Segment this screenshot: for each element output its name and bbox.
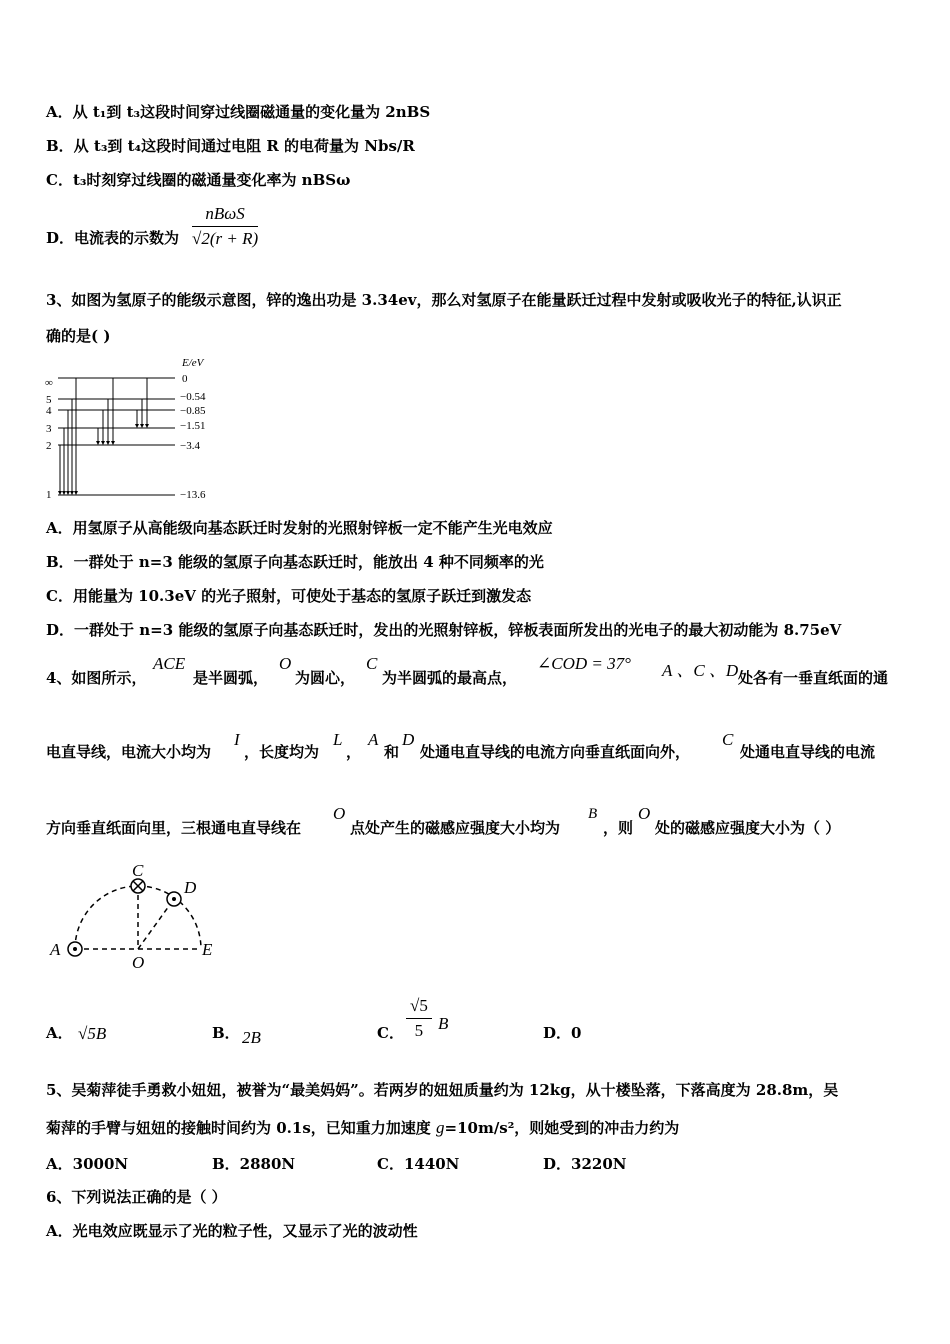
- q4-line1-a: 4、如图所示，: [46, 669, 147, 687]
- q4-line2-a: 电直导线，电流大小均为: [46, 743, 212, 761]
- q5-stem-line2-a: 菊萍的手臂与妞妞的接触时间约为 0.1s，已知重力加速度: [46, 1119, 436, 1137]
- q2-option-b: B．从 t₃到 t₄这段时间通过电阻 R 的电荷量为 Nbs/R: [46, 137, 415, 155]
- level-n-4: 4: [46, 405, 52, 417]
- fraction-denominator: 5: [414, 1021, 424, 1040]
- label-e: E: [202, 940, 213, 959]
- q4-line1-e: 处各有一垂直纸面的通: [738, 669, 889, 687]
- q4-line1-c: 为圆心，: [295, 669, 356, 687]
- q4-option-d: D．0: [543, 1024, 582, 1042]
- q4-math-d: D: [402, 730, 415, 749]
- q4-option-a-label: A．: [46, 1024, 73, 1042]
- level-energy-5: −0.54: [180, 391, 206, 403]
- q4-line2-d: 和: [384, 743, 400, 761]
- q2-option-d-fraction: [192, 204, 258, 249]
- label-c: C: [132, 861, 144, 880]
- fraction-numerator: nBωS: [192, 204, 258, 227]
- energy-axis-label: E/eV: [182, 357, 204, 369]
- q4-math-ace: ACE: [153, 654, 186, 673]
- fraction-denominator: √2(r + R): [192, 229, 259, 248]
- q4-option-c-value: [406, 996, 432, 1041]
- q5-symbol-g: g: [436, 1118, 445, 1137]
- q4-line1-d: 为半圆弧的最高点，: [382, 669, 518, 687]
- q6-stem: 6、下列说法正确的是（ ）: [46, 1188, 227, 1206]
- level-n-3: 3: [46, 423, 52, 435]
- q2-option-a: A．从 t₁到 t₃这段时间穿过线圈磁通量的变化量为 2nBS: [46, 103, 431, 121]
- q4-line3-b: 点处产生的磁感应强度大小均为: [350, 819, 561, 837]
- label-o: O: [132, 953, 145, 972]
- q6-option-a: A．光电效应既显示了光的粒子性，又显示了光的波动性: [46, 1222, 418, 1240]
- level-n-5: 5: [46, 394, 52, 406]
- q5-option-b: B．2880N: [212, 1155, 296, 1173]
- q3-option-d: D．一群处于 n=3 能级的氢原子向基态跃迁时，发出的光照射锌板，锌板表面所发出的光电子的最大初动能为 8.75eV: [46, 621, 842, 639]
- level-energy-1: −13.6: [180, 489, 206, 501]
- q4-math-c2: C: [722, 730, 734, 749]
- level-n-2: 2: [46, 440, 52, 452]
- q4-option-b-label: B．: [212, 1024, 240, 1042]
- q4-math-angle: ∠COD = 37°: [537, 654, 631, 673]
- level-n-1: 1: [46, 489, 52, 501]
- level-energy-4: −0.85: [180, 405, 206, 417]
- q5-option-a: A．3000N: [46, 1155, 129, 1173]
- level-energy-3: −1.51: [180, 420, 206, 432]
- q4-option-b-value: 2B: [242, 1028, 261, 1047]
- q3-stem-line1: 3、如图为氢原子的能级示意图，锌的逸出功是 3.34ev，那么对氢原子在能量跃迁过程中发射或吸收光子的特征,认识正: [46, 291, 842, 309]
- radius-od: [138, 899, 174, 949]
- q5-stem-line2-b: =10m/s²，则她受到的冲击力约为: [444, 1119, 680, 1137]
- q4-math-o1: O: [279, 654, 292, 673]
- q4-math-o3: O: [638, 804, 651, 823]
- level-n-inf: ∞: [45, 377, 53, 389]
- q2-option-c: C．t₃时刻穿过线圈的磁通量变化率为 nBSω: [46, 171, 351, 189]
- semicircle-figure: [44, 858, 234, 973]
- q4-option-c-tail: B: [438, 1014, 449, 1033]
- q4-math-o2: O: [333, 804, 346, 823]
- q4-line2-e: 处通电直导线的电流方向垂直纸面向外，: [420, 743, 691, 761]
- q5-option-c: C．1440N: [377, 1155, 460, 1173]
- label-d: D: [184, 878, 197, 897]
- q3-option-c: C．用能量为 10.3eV 的光子照射，可使处于基态的氢原子跃迁到激发态: [46, 587, 532, 605]
- q4-math-i: I: [234, 730, 240, 749]
- q4-line3-a: 方向垂直纸面向里，三根通电直导线在: [46, 819, 302, 837]
- q5-stem-line2: [46, 1118, 679, 1138]
- q4-option-c-label: C．: [377, 1024, 404, 1042]
- q4-math-l: L: [333, 730, 343, 749]
- q4-line1-b: 是半圆弧，: [193, 669, 269, 687]
- energy-level-diagram: [40, 352, 240, 504]
- q3-option-a: A．用氢原子从高能级向基态跃迁时发射的光照射锌板一定不能产生光电效应: [46, 519, 553, 537]
- q4-line3-c: ，则: [603, 819, 634, 837]
- q4-line2-f: 处通电直导线的电流: [740, 743, 876, 761]
- q2-option-d: D．电流表的示数为: [46, 229, 180, 247]
- q4-option-a-value: √5B: [78, 1024, 107, 1043]
- q4-math-b: B: [588, 806, 598, 822]
- q4-math-a: A: [368, 730, 379, 749]
- q4-line3-d: 处的磁感应强度大小为（ ）: [655, 819, 841, 837]
- level-energy-2: −3.4: [180, 440, 200, 452]
- q3-stem-line2: 确的是( ): [46, 327, 111, 345]
- level-energy-inf: 0: [182, 373, 188, 385]
- q5-stem-line1: 5、吴菊萍徒手勇救小妞妞，被誉为“最美妈妈”。若两岁的妞妞质量约为 12kg，从十楼坠落，下落高度为 28.8m，吴: [46, 1081, 839, 1099]
- q4-line2-c: ，: [346, 743, 362, 761]
- fraction-numerator: √5: [406, 996, 432, 1019]
- label-a: A: [50, 940, 61, 959]
- q5-option-d: D．3220N: [543, 1155, 627, 1173]
- q4-line2-b: ，长度均为: [244, 743, 320, 761]
- q4-math-acd: A 、C 、D: [662, 661, 739, 680]
- q3-option-b: B．一群处于 n=3 能级的氢原子向基态跃迁时，能放出 4 种不同频率的光: [46, 553, 544, 571]
- q4-math-c1: C: [366, 654, 378, 673]
